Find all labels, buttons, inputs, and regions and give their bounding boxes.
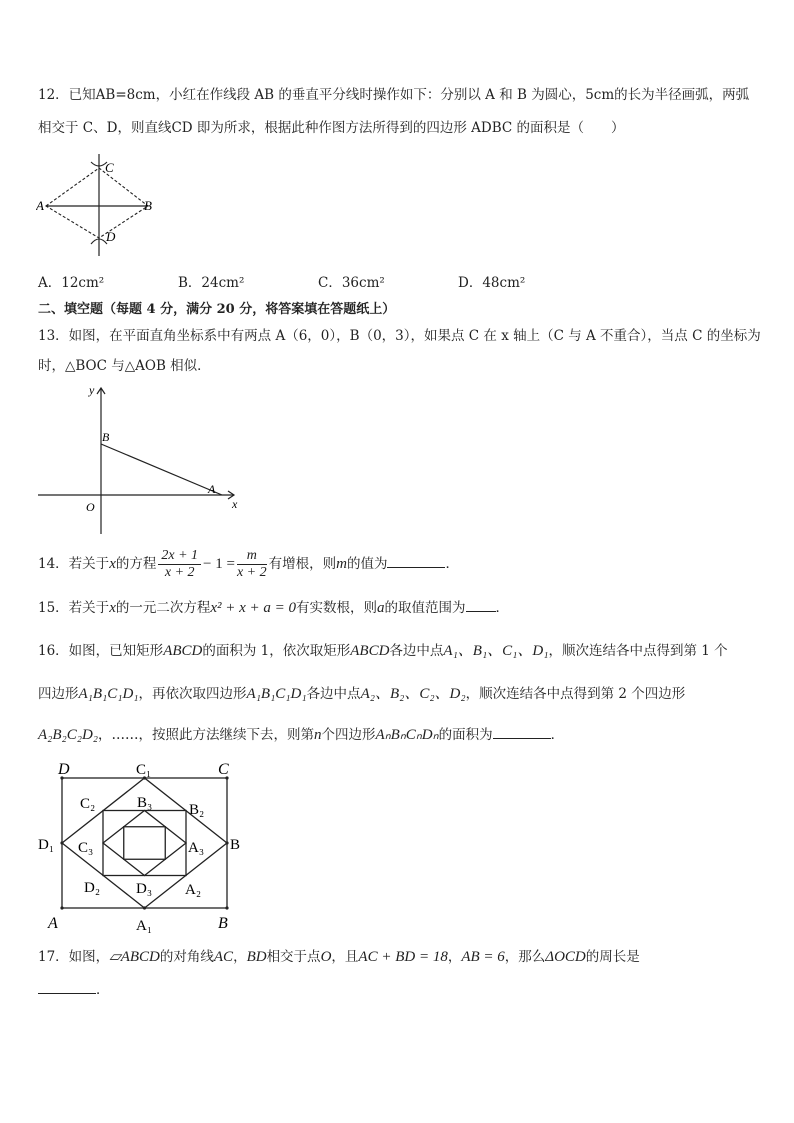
q16-line3b: 个四边形 (321, 727, 376, 743)
q16-quad-n: AₙBₙCₙDₙ (375, 727, 439, 743)
q16-quad1-b: A₁B₁C₁D₁ (246, 686, 307, 702)
q17-mid3: ，且 (331, 949, 359, 965)
q16-answer-blank[interactable] (493, 738, 551, 739)
q13-label-y: y (89, 383, 95, 397)
q16-abcd-2: ABCD (350, 643, 390, 659)
q16-line2c: 各边中点 (306, 686, 361, 702)
q17-suffix: 的周长是 (585, 949, 640, 965)
q17-answer-blank[interactable] (38, 993, 96, 994)
q14-suffix: 的值为 (346, 556, 388, 572)
q16-figure (34, 756, 254, 934)
q16-line1c: 各边中点 (389, 643, 444, 659)
q15-mid2: 有实数根，则 (296, 600, 378, 616)
q13-figure (34, 382, 249, 538)
q14-frac1-numerator: 2x + 1 (158, 548, 201, 565)
q16-label-d2: D₂ (84, 880, 101, 896)
q16-points-1: A₁、B₁、C₁、D₁ (443, 643, 549, 659)
section-2-header: 二、填空题（每题 4 分，满分 20 分，将答案填在答题纸上） (38, 302, 396, 317)
q13-label-b: B (102, 430, 110, 444)
q16-label-a3: A₃ (188, 840, 205, 856)
q16-label-c3: C₃ (78, 840, 94, 856)
q15-var-x: x (109, 600, 116, 616)
q14-prefix: 14．若关于 (38, 556, 110, 572)
q16-line3a: ，……，按照此方法继续下去，则第 (98, 727, 315, 743)
q13-label-o: O (86, 500, 95, 514)
q16-label-c: C (218, 761, 229, 778)
q12-label-c: C (105, 160, 114, 175)
q17-line1 (38, 945, 640, 966)
q13-label-x: x (232, 497, 238, 511)
q16-abcd-1: ABCD (163, 643, 203, 659)
q17-mid5: ，那么 (504, 949, 546, 965)
q17-equation-1: AC + BD = 18 (358, 949, 448, 965)
q16-label-b3: B₃ (137, 795, 153, 811)
q15-line (38, 596, 509, 617)
q16-label-a1: A₁ (136, 918, 153, 934)
q16-label-d1: D₁ (38, 837, 55, 853)
q17-bd: BD (246, 949, 267, 965)
q16-line2d: ，顺次连结各中点得到第 2 个四边形 (465, 686, 686, 702)
q14-var-m: m (336, 556, 347, 572)
q13-line1: 13．如图，在平面直角坐标系中有两点 A（6，0），B（0，3），如果点 C 在 x 轴上（C 与 A 不重合），当点 C 的坐标为 (38, 328, 761, 344)
q14-var-x: x (109, 556, 116, 572)
q16-points-2: A₂、B₂、C₂、D₂ (360, 686, 466, 702)
q16-line2b: ，再依次取四边形 (138, 686, 247, 702)
q15-var-a: a (377, 600, 385, 616)
q17-end: ． (96, 982, 110, 998)
q16-line2 (38, 682, 685, 703)
q17-prefix: 17．如图， (38, 949, 110, 965)
q17-o: O (320, 949, 332, 965)
q12-option-d[interactable]: D．48cm² (458, 275, 526, 291)
q12-label-a: A (36, 198, 44, 213)
q16-line1 (38, 639, 728, 660)
q16-label-c1: C₁ (136, 762, 152, 778)
q17-mid4: ， (447, 949, 462, 965)
q16-quad1-a: A₁B₁C₁D₁ (78, 686, 139, 702)
q15-mid1: 的一元二次方程 (115, 600, 211, 616)
q17-mid1: 的对角线 (159, 949, 214, 965)
q12-option-b[interactable]: B．24cm² (178, 275, 245, 291)
q15-suffix: 的取值范围为 (384, 600, 466, 616)
q14-frac1-denominator: x + 2 (164, 565, 195, 580)
q16-var-n: n (314, 727, 322, 743)
q17-mid2: 相交于点 (266, 949, 321, 965)
q14-answer-blank[interactable] (387, 567, 445, 568)
q16-label-b2: B₂ (189, 802, 205, 818)
q12-line2: 相交于 C、D，则直线CD 即为所求，根据此种作图方法所得到的四边形 ADBC 的面积是（ ） (38, 120, 625, 136)
q17-equation-2: AB = 6 (461, 949, 505, 965)
q14-mid2: 有增根，则 (268, 556, 337, 572)
q12-option-c[interactable]: C．36cm² (318, 275, 385, 291)
q16-line2a: 四边形 (38, 686, 79, 702)
q14-fraction-2 (237, 548, 267, 581)
q14-minus-one: − 1 = (203, 556, 235, 572)
q15-prefix: 15．若关于 (38, 600, 110, 616)
q16-label-d: D (58, 761, 70, 778)
q14-end: ． (445, 556, 459, 572)
q16-line1b: 的面积为 1，依次取矩形 (202, 643, 351, 659)
q14-line (38, 546, 459, 582)
q16-label-b1: B (230, 837, 241, 853)
q12-label-b: B (144, 198, 152, 213)
q16-line3 (38, 723, 564, 744)
q15-end: ． (495, 600, 510, 616)
q12-options (38, 271, 598, 291)
q16-label-d3: D₃ (136, 881, 153, 897)
q17-comma: ， (233, 949, 247, 965)
q16-end: ． (550, 727, 565, 743)
q16-line3c: 的面积为 (438, 727, 493, 743)
q14-frac2-denominator: x + 2 (236, 565, 267, 580)
q16-label-b: B (218, 915, 228, 932)
q16-label-a2: A₂ (185, 882, 202, 898)
q15-equation: x² + x + a = 0 (210, 600, 297, 616)
q13-line2: 时，△BOC 与△AOB 相似． (38, 358, 211, 374)
q14-frac2-numerator: m (237, 548, 267, 565)
q12-figure (36, 148, 166, 260)
q17-parallelogram: ▱ABCD (109, 949, 160, 965)
q14-fraction-1 (158, 548, 201, 581)
q16-label-a: A (48, 915, 58, 932)
q16-label-c2: C₂ (80, 796, 96, 812)
q17-triangle: ΔOCD (545, 949, 586, 965)
q13-label-a: A (208, 482, 216, 496)
q17-line2 (38, 978, 110, 998)
q16-line1a: 16．如图，已知矩形 (38, 643, 164, 659)
q17-ac: AC (213, 949, 234, 965)
q12-line1: 12．已知AB=8cm，小红在作线段 AB 的垂直平分线时操作如下：分别以 A 和 B 为圆心，5cm的长为半径画弧，两弧 (38, 87, 750, 103)
q12-option-a[interactable]: A．12cm² (38, 275, 105, 291)
q16-quad2: A₂B₂C₂D₂ (38, 727, 99, 743)
q16-line1d: ，顺次连结各中点得到第 1 个 (548, 643, 728, 659)
q12-label-d: D (106, 229, 116, 244)
q14-mid1: 的方程 (115, 556, 157, 572)
q15-answer-blank[interactable] (466, 611, 496, 612)
